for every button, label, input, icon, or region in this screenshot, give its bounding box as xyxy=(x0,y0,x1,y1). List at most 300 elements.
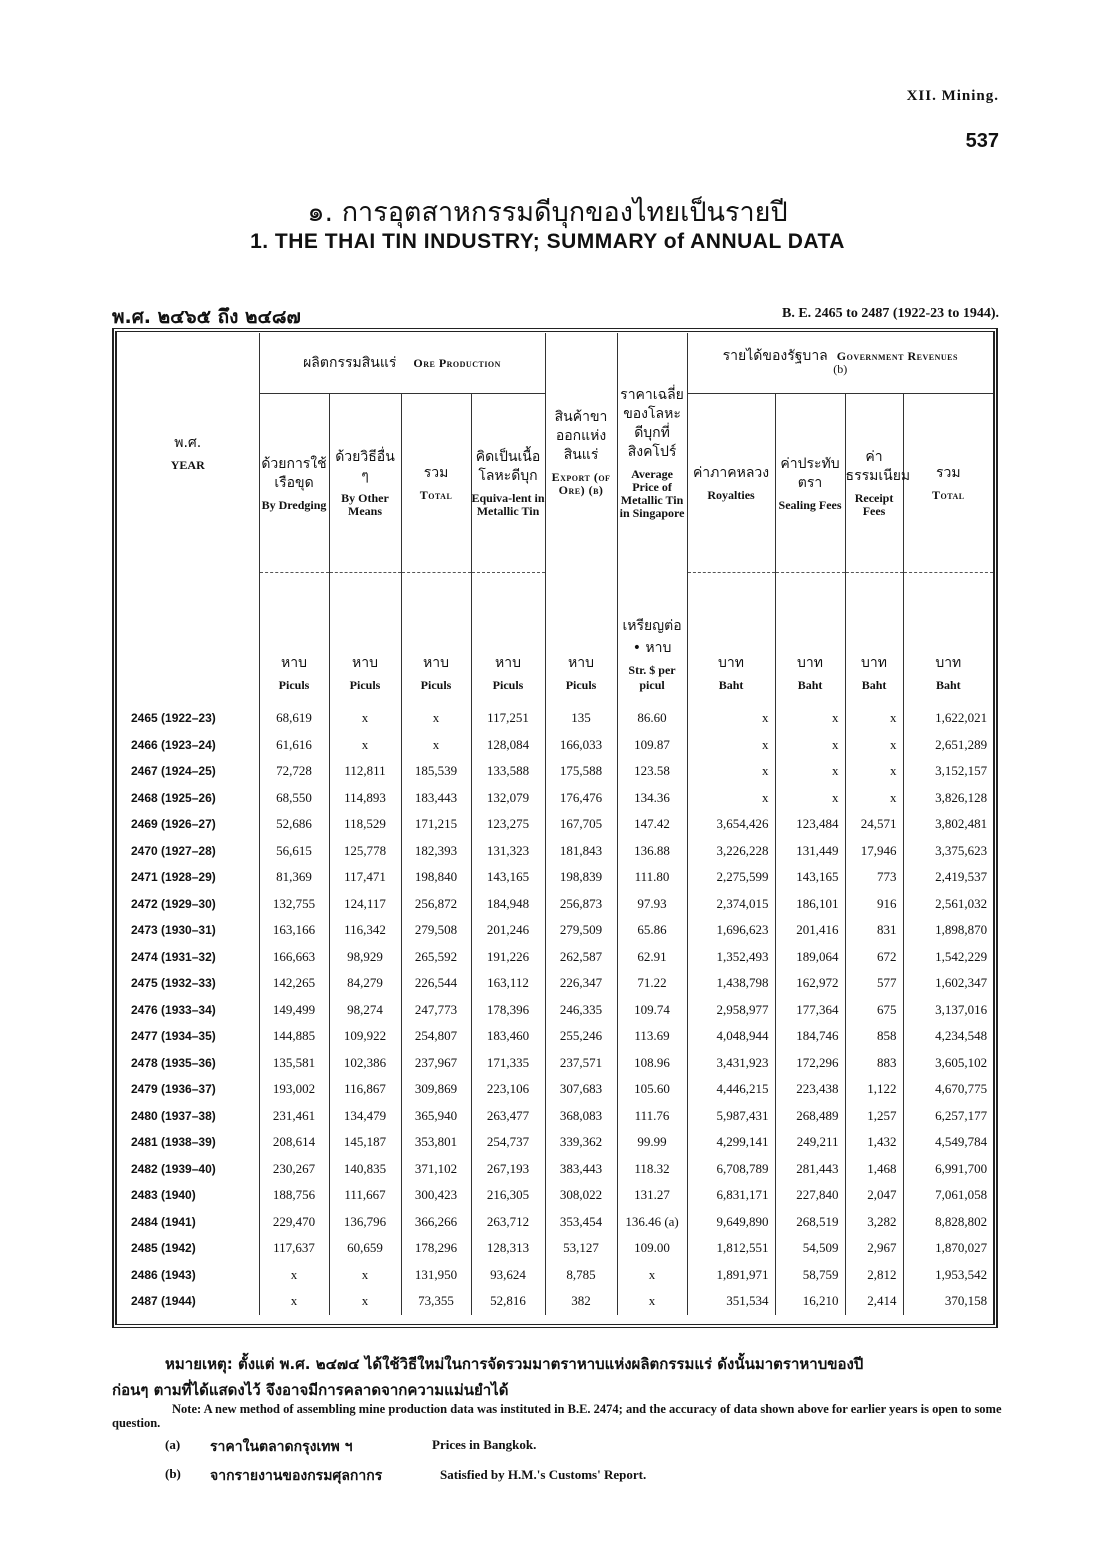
table-cell: 201,416 xyxy=(775,917,845,944)
group-ore-production: ผลิตกรรมสินแร่ Ore Production xyxy=(259,333,545,394)
table-cell: 105.60 xyxy=(617,1076,687,1103)
year-cell: 2465 (1922–23) xyxy=(131,711,216,726)
table-cell: 109.87 xyxy=(617,732,687,759)
table-cell: 108.96 xyxy=(617,1050,687,1077)
year-cell: 2476 (1933–34) xyxy=(131,1002,216,1017)
table-cell: 255,246 xyxy=(545,1023,617,1050)
table-row xyxy=(117,1156,993,1183)
table-cell: 265,592 xyxy=(401,944,471,971)
table-cell: 132,079 xyxy=(471,785,545,812)
unit-cell: หาบ Piculs xyxy=(545,573,617,706)
table-cell: x xyxy=(329,1288,401,1315)
table-cell: 58,759 xyxy=(775,1262,845,1289)
table-cell: 112,811 xyxy=(329,758,401,785)
col-export-header: สินค้าขาออกแห่งสินแร่ Export (of Ore) (b) xyxy=(545,333,617,573)
table-cell: 113.69 xyxy=(617,1023,687,1050)
table-cell: 3,282 xyxy=(845,1209,903,1236)
table-row xyxy=(117,758,993,785)
table-cell: 136.46 (a) xyxy=(617,1209,687,1236)
table-cell: 6,257,177 xyxy=(903,1103,993,1130)
year-cell: 2475 (1932–33) xyxy=(131,976,216,991)
table-cell: 1,870,027 xyxy=(903,1235,993,1262)
table-cell: 17,946 xyxy=(845,838,903,865)
table-cell: x xyxy=(259,1288,329,1315)
table-cell: 163,166 xyxy=(259,917,329,944)
table-cell: 81,369 xyxy=(259,864,329,891)
title-thai: ๑. การอุตสาหกรรมดีบุกของไทยเป็นรายปี xyxy=(307,197,788,228)
table-cell: 6,831,171 xyxy=(687,1182,775,1209)
table-cell: 2,414 xyxy=(845,1288,903,1315)
table-cell: 131,449 xyxy=(775,838,845,865)
table-cell: 131,323 xyxy=(471,838,545,865)
year-cell: 2470 (1927–28) xyxy=(131,843,216,858)
table-cell: 3,137,016 xyxy=(903,997,993,1024)
table-cell: x xyxy=(401,732,471,759)
table-cell: 353,454 xyxy=(545,1209,617,1236)
footnote-a-thai: ราคาในตลาดกรุงเทพ ฯ xyxy=(210,1439,353,1455)
table-cell: 1,352,493 xyxy=(687,944,775,971)
table-cell: 353,801 xyxy=(401,1129,471,1156)
table-cell: 1,812,551 xyxy=(687,1235,775,1262)
table-cell: 2,419,537 xyxy=(903,864,993,891)
table-cell: 263,712 xyxy=(471,1209,545,1236)
table-cell: 2,651,289 xyxy=(903,732,993,759)
table-cell: 3,605,102 xyxy=(903,1050,993,1077)
table-cell: 109,922 xyxy=(329,1023,401,1050)
note-english: Note: A new method of assembling mine production data was instituted in B.E. 2474; and the accuracy of data shown above for earlier years is open to some question. xyxy=(112,1402,1002,1430)
table-cell: 72,728 xyxy=(259,758,329,785)
table-cell: 144,885 xyxy=(259,1023,329,1050)
footnote-a-english: Prices in Bangkok. xyxy=(432,1437,537,1452)
table-cell: 125,778 xyxy=(329,838,401,865)
unit-cell: บาท Baht xyxy=(775,573,845,706)
table-cell: 2,561,032 xyxy=(903,891,993,918)
table-cell: 123,275 xyxy=(471,811,545,838)
table-cell: 201,246 xyxy=(471,917,545,944)
table-row xyxy=(117,1023,993,1050)
unit-cell: หาบ Piculs xyxy=(259,573,329,706)
group-government-revenues: รายได้ของรัฐบาล Government Revenues (b) xyxy=(687,333,993,394)
table-row xyxy=(117,944,993,971)
year-cell: 2485 (1942) xyxy=(131,1241,196,1256)
table-cell: 254,807 xyxy=(401,1023,471,1050)
table-cell: 117,471 xyxy=(329,864,401,891)
table-cell: 226,347 xyxy=(545,970,617,997)
table-cell: 134.36 xyxy=(617,785,687,812)
unit-cell: บาท Baht xyxy=(687,573,775,706)
table-cell: 172,296 xyxy=(775,1050,845,1077)
table-cell: 60,659 xyxy=(329,1235,401,1262)
year-cell: 2466 (1923–24) xyxy=(131,737,216,752)
table-cell: 3,802,481 xyxy=(903,811,993,838)
table-cell: 53,127 xyxy=(545,1235,617,1262)
table-cell: 773 xyxy=(845,864,903,891)
col-revenue-total-header: รวม Total xyxy=(903,394,993,573)
table-cell: x xyxy=(329,732,401,759)
table-cell: x xyxy=(259,1262,329,1289)
table-cell: 188,756 xyxy=(259,1182,329,1209)
table-cell: 3,226,228 xyxy=(687,838,775,865)
table-cell: 136,796 xyxy=(329,1209,401,1236)
table-cell: x xyxy=(775,758,845,785)
table-row xyxy=(117,1262,993,1289)
table-cell: 229,470 xyxy=(259,1209,329,1236)
year-cell: 2468 (1925–26) xyxy=(131,790,216,805)
year-cell: 2471 (1928–29) xyxy=(131,870,216,885)
table-cell: 128,313 xyxy=(471,1235,545,1262)
table-cell: 831 xyxy=(845,917,903,944)
table-cell: 4,446,215 xyxy=(687,1076,775,1103)
table-cell: 1,122 xyxy=(845,1076,903,1103)
table-cell: 62.91 xyxy=(617,944,687,971)
table-cell: 4,234,548 xyxy=(903,1023,993,1050)
table-cell: 97.93 xyxy=(617,891,687,918)
table-cell: 2,374,015 xyxy=(687,891,775,918)
unit-cell: หาบ Piculs xyxy=(329,573,401,706)
table-cell: 171,215 xyxy=(401,811,471,838)
table-cell: 3,826,128 xyxy=(903,785,993,812)
table-cell: 263,477 xyxy=(471,1103,545,1130)
table-cell: 171,335 xyxy=(471,1050,545,1077)
table-cell: 124,117 xyxy=(329,891,401,918)
table-cell: 3,431,923 xyxy=(687,1050,775,1077)
section-header: XII. Mining. xyxy=(906,88,999,104)
table-cell: 1,432 xyxy=(845,1129,903,1156)
table-cell: 16,210 xyxy=(775,1288,845,1315)
table-cell: x xyxy=(329,1262,401,1289)
table-cell: 166,663 xyxy=(259,944,329,971)
units-row xyxy=(117,573,993,706)
table-cell: 4,299,141 xyxy=(687,1129,775,1156)
table-cell: 140,835 xyxy=(329,1156,401,1183)
year-cell: 2481 (1938–39) xyxy=(131,1135,216,1150)
table-cell: 56,615 xyxy=(259,838,329,865)
table-cell: 54,509 xyxy=(775,1235,845,1262)
table-cell: 134,479 xyxy=(329,1103,401,1130)
table-cell: 111,667 xyxy=(329,1182,401,1209)
table-cell: 178,396 xyxy=(471,997,545,1024)
table-cell: 2,047 xyxy=(845,1182,903,1209)
table-cell: 163,112 xyxy=(471,970,545,997)
table-cell: 131.27 xyxy=(617,1182,687,1209)
tin-industry-table xyxy=(117,333,993,1315)
table-cell: 230,267 xyxy=(259,1156,329,1183)
table-cell: 254,737 xyxy=(471,1129,545,1156)
table-cell: 184,948 xyxy=(471,891,545,918)
table-cell: 3,654,426 xyxy=(687,811,775,838)
table-cell: 2,958,977 xyxy=(687,997,775,1024)
table-cell: 133,588 xyxy=(471,758,545,785)
table-cell: 61,616 xyxy=(259,732,329,759)
table-cell: 675 xyxy=(845,997,903,1024)
table-cell: 256,872 xyxy=(401,891,471,918)
year-cell: 2467 (1924–25) xyxy=(131,764,216,779)
table-cell: 308,022 xyxy=(545,1182,617,1209)
unit-cell: บาท Baht xyxy=(903,573,993,706)
table-cell: 227,840 xyxy=(775,1182,845,1209)
table-cell: 176,476 xyxy=(545,785,617,812)
table-cell: 52,816 xyxy=(471,1288,545,1315)
table-cell: 182,393 xyxy=(401,838,471,865)
table-cell: 6,991,700 xyxy=(903,1156,993,1183)
table-cell: 2,967 xyxy=(845,1235,903,1262)
table-cell: 1,622,021 xyxy=(903,705,993,732)
table-cell: 117,251 xyxy=(471,705,545,732)
table-cell: 98,929 xyxy=(329,944,401,971)
year-cell: 2473 (1930–31) xyxy=(131,923,216,938)
table-cell: x xyxy=(845,758,903,785)
table-cell: 123,484 xyxy=(775,811,845,838)
table-cell: 1,891,971 xyxy=(687,1262,775,1289)
table-cell: 128,084 xyxy=(471,732,545,759)
table-cell: 4,048,944 xyxy=(687,1023,775,1050)
table-cell: 166,033 xyxy=(545,732,617,759)
table-cell: 4,670,775 xyxy=(903,1076,993,1103)
table-cell: 183,460 xyxy=(471,1023,545,1050)
table-cell: 279,509 xyxy=(545,917,617,944)
table-row xyxy=(117,1209,993,1236)
table-row xyxy=(117,970,993,997)
table-cell: 132,755 xyxy=(259,891,329,918)
table-cell: 309,869 xyxy=(401,1076,471,1103)
table-cell: 118.32 xyxy=(617,1156,687,1183)
table-cell: 131,950 xyxy=(401,1262,471,1289)
table-cell: 183,443 xyxy=(401,785,471,812)
table-cell: 142,265 xyxy=(259,970,329,997)
table-cell: 184,746 xyxy=(775,1023,845,1050)
table-cell: 3,152,157 xyxy=(903,758,993,785)
page-number: 537 xyxy=(965,130,999,152)
table-cell: 189,064 xyxy=(775,944,845,971)
table-cell: 1,696,623 xyxy=(687,917,775,944)
table-cell: 9,649,890 xyxy=(687,1209,775,1236)
table-cell: 167,705 xyxy=(545,811,617,838)
unit-cell: หาบ Piculs xyxy=(401,573,471,706)
table-cell: 86.60 xyxy=(617,705,687,732)
table-cell: 149,499 xyxy=(259,997,329,1024)
table-cell: 246,335 xyxy=(545,997,617,1024)
table-cell: x xyxy=(775,705,845,732)
table-cell: 93,624 xyxy=(471,1262,545,1289)
table-cell: 1,542,229 xyxy=(903,944,993,971)
table-row xyxy=(117,1235,993,1262)
table-row xyxy=(117,1182,993,1209)
table-cell: 198,840 xyxy=(401,864,471,891)
table-cell: 84,279 xyxy=(329,970,401,997)
year-cell: 2472 (1929–30) xyxy=(131,896,216,911)
note-thai-line2: ก่อนๆ ตามที่ได้แสดงไว้ จึงอาจมีการคลาดจากความแม่นยำได้ xyxy=(112,1381,509,1399)
table-cell: 147.42 xyxy=(617,811,687,838)
table-cell: 136.88 xyxy=(617,838,687,865)
title-english: 1. THE THAI TIN INDUSTRY; SUMMARY of ANNUAL DATA xyxy=(250,230,845,253)
table-cell: 231,461 xyxy=(259,1103,329,1130)
table-cell: 98,274 xyxy=(329,997,401,1024)
table-cell: 135 xyxy=(545,705,617,732)
col-price-header: ราคาเฉลี่ยของโลหะดีบุกที่สิงคโปร์ Average Price of Metallic Tin in Singapore xyxy=(617,333,687,573)
table-cell: 68,550 xyxy=(259,785,329,812)
table-cell: 249,211 xyxy=(775,1129,845,1156)
year-cell: 2479 (1936–37) xyxy=(131,1082,216,1097)
table-cell: 268,519 xyxy=(775,1209,845,1236)
unit-cell: เหรียญต่อ • หาบ Str. $ per picul xyxy=(617,573,687,706)
table-cell: 237,571 xyxy=(545,1050,617,1077)
table-cell: 4,549,784 xyxy=(903,1129,993,1156)
footnote-b-english: Satisfied by H.M.'s Customs' Report. xyxy=(440,1467,647,1482)
table-cell: 5,987,431 xyxy=(687,1103,775,1130)
table-cell: 672 xyxy=(845,944,903,971)
unit-cell: บาท Baht xyxy=(845,573,903,706)
year-cell: 2474 (1931–32) xyxy=(131,949,216,964)
table-cell: 1,953,542 xyxy=(903,1262,993,1289)
table-cell: 162,972 xyxy=(775,970,845,997)
table-row xyxy=(117,705,993,732)
table-cell: 191,226 xyxy=(471,944,545,971)
table-cell: 351,534 xyxy=(687,1288,775,1315)
table-cell: x xyxy=(687,758,775,785)
col-total-header: รวม Total xyxy=(401,394,471,573)
table-cell: 65.86 xyxy=(617,917,687,944)
table-row xyxy=(117,997,993,1024)
table-cell: 111.80 xyxy=(617,864,687,891)
note-thai-line1: หมายเหตุ: ตั้งแต่ พ.ศ. ๒๔๗๔ ได้ใช้วิธีใหม่ในการจัดรวมมาตราหาบแห่งผลิตกรรมแร่ ดังนั้นมาตราหาบของปี xyxy=(165,1355,864,1373)
table-row xyxy=(117,1288,993,1315)
unit-cell xyxy=(117,573,259,706)
col-other-means-header: ด้วยวิธีอื่น ๆ By Other Means xyxy=(329,394,401,573)
footnote-a-label: (a) xyxy=(165,1437,181,1452)
table-row xyxy=(117,917,993,944)
table-cell: 281,443 xyxy=(775,1156,845,1183)
table-cell: 175,588 xyxy=(545,758,617,785)
year-cell: 2487 (1944) xyxy=(131,1294,196,1309)
table-row xyxy=(117,864,993,891)
table-cell: 145,187 xyxy=(329,1129,401,1156)
table-row xyxy=(117,785,993,812)
col-year-header: พ.ศ. YEAR xyxy=(170,434,205,472)
table-cell: 114,893 xyxy=(329,785,401,812)
table-cell: x xyxy=(401,705,471,732)
table-cell: x xyxy=(687,732,775,759)
table-cell: 223,438 xyxy=(775,1076,845,1103)
table-cell: 1,257 xyxy=(845,1103,903,1130)
col-metallic-tin-header: คิดเป็นเนื้อโลหะดีบุก Equiva-lent in Metallic Tin xyxy=(471,394,545,573)
table-cell: x xyxy=(617,1262,687,1289)
table-cell: 68,619 xyxy=(259,705,329,732)
year-range-thai: พ.ศ. ๒๔๖๕ ถึง ๒๔๘๗ xyxy=(112,306,301,328)
table-cell: x xyxy=(775,785,845,812)
table-cell: 198,839 xyxy=(545,864,617,891)
table-cell: 185,539 xyxy=(401,758,471,785)
table-cell: 7,061,058 xyxy=(903,1182,993,1209)
table-row xyxy=(117,1129,993,1156)
table-cell: 262,587 xyxy=(545,944,617,971)
table-cell: 339,362 xyxy=(545,1129,617,1156)
table-cell: 1,602,347 xyxy=(903,970,993,997)
table-cell: 186,101 xyxy=(775,891,845,918)
table-cell: 181,843 xyxy=(545,838,617,865)
table-row xyxy=(117,1050,993,1077)
table-cell: 216,305 xyxy=(471,1182,545,1209)
table-cell: 208,614 xyxy=(259,1129,329,1156)
col-receipt-fees-header: ค่าธรรมเนียม Receipt Fees xyxy=(845,394,903,573)
table-cell: 3,375,623 xyxy=(903,838,993,865)
table-cell: 111.76 xyxy=(617,1103,687,1130)
table-cell: 883 xyxy=(845,1050,903,1077)
table-row xyxy=(117,891,993,918)
table-cell: 52,686 xyxy=(259,811,329,838)
table-cell: 135,581 xyxy=(259,1050,329,1077)
year-cell: 2483 (1940) xyxy=(131,1188,196,1203)
table-cell: x xyxy=(687,785,775,812)
table-cell: 368,083 xyxy=(545,1103,617,1130)
table-cell: 24,571 xyxy=(845,811,903,838)
table-cell: 109.00 xyxy=(617,1235,687,1262)
table-cell: 2,812 xyxy=(845,1262,903,1289)
table-cell: 116,342 xyxy=(329,917,401,944)
table-cell: 123.58 xyxy=(617,758,687,785)
table-cell: x xyxy=(845,732,903,759)
table-cell: 99.99 xyxy=(617,1129,687,1156)
table-cell: 247,773 xyxy=(401,997,471,1024)
col-royalties-header: ค่าภาคหลวง Royalties xyxy=(687,394,775,573)
table-cell: 267,193 xyxy=(471,1156,545,1183)
table-cell: x xyxy=(845,785,903,812)
table-cell: 223,106 xyxy=(471,1076,545,1103)
table-cell: 858 xyxy=(845,1023,903,1050)
table-cell: 371,102 xyxy=(401,1156,471,1183)
table-cell: 71.22 xyxy=(617,970,687,997)
table-cell: 300,423 xyxy=(401,1182,471,1209)
table-cell: 916 xyxy=(845,891,903,918)
year-cell: 2486 (1943) xyxy=(131,1267,196,1282)
table-cell: 118,529 xyxy=(329,811,401,838)
table-cell: 307,683 xyxy=(545,1076,617,1103)
table-row xyxy=(117,838,993,865)
table-cell: 1,438,798 xyxy=(687,970,775,997)
table-row xyxy=(117,811,993,838)
table-cell: 256,873 xyxy=(545,891,617,918)
table-cell: 178,296 xyxy=(401,1235,471,1262)
table-cell: 366,266 xyxy=(401,1209,471,1236)
table-cell: 1,898,870 xyxy=(903,917,993,944)
table-cell: x xyxy=(329,705,401,732)
table-cell: 117,637 xyxy=(259,1235,329,1262)
year-cell: 2482 (1939–40) xyxy=(131,1161,216,1176)
table-row xyxy=(117,1103,993,1130)
unit-cell: หาบ Piculs xyxy=(471,573,545,706)
table-cell: 1,468 xyxy=(845,1156,903,1183)
table-cell: 365,940 xyxy=(401,1103,471,1130)
footnote-b-thai: จากรายงานของกรมศุลกากร xyxy=(210,1468,383,1484)
table-cell: 237,967 xyxy=(401,1050,471,1077)
table-cell: 370,158 xyxy=(903,1288,993,1315)
table-cell: 109.74 xyxy=(617,997,687,1024)
table-cell: 8,785 xyxy=(545,1262,617,1289)
year-cell: 2469 (1926–27) xyxy=(131,817,216,832)
table-cell: x xyxy=(775,732,845,759)
col-dredging-header: ด้วยการใช้เรือขุด By Dredging xyxy=(259,394,329,573)
table-cell: 177,364 xyxy=(775,997,845,1024)
table-cell: x xyxy=(845,705,903,732)
table-cell: 143,165 xyxy=(775,864,845,891)
year-cell: 2480 (1937–38) xyxy=(131,1108,216,1123)
table-cell: 8,828,802 xyxy=(903,1209,993,1236)
year-cell: 2478 (1935–36) xyxy=(131,1055,216,1070)
footnote-b-label: (b) xyxy=(165,1466,181,1481)
table-cell: 279,508 xyxy=(401,917,471,944)
table-cell: 102,386 xyxy=(329,1050,401,1077)
table-cell: 382 xyxy=(545,1288,617,1315)
table-cell: 6,708,789 xyxy=(687,1156,775,1183)
